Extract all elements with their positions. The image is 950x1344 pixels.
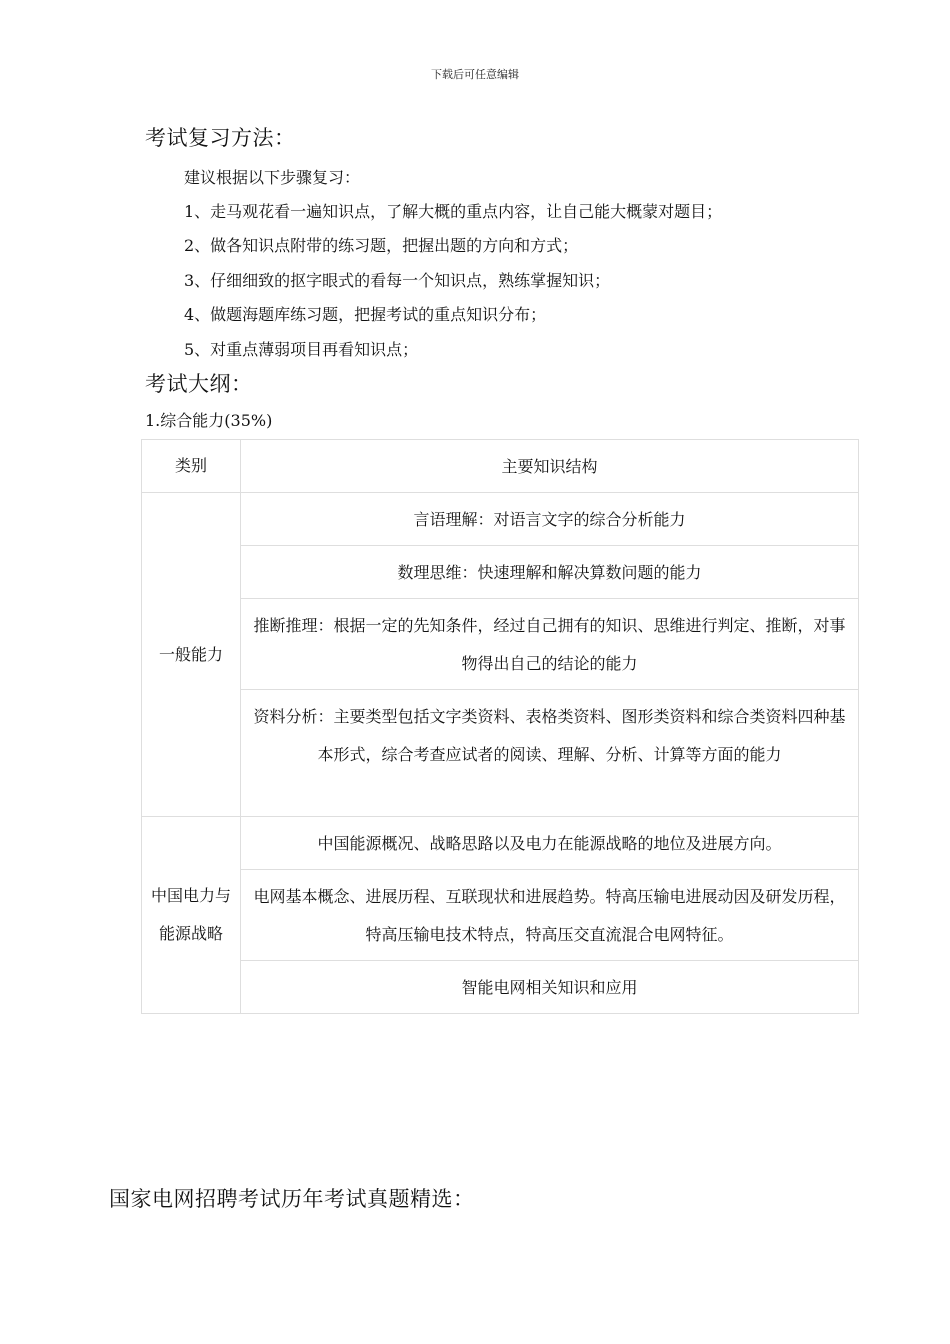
review-step-1: 1、走马观花看一遍知识点，了解大概的重点内容，让自己能大概蒙对题目； (184, 202, 723, 221)
review-step-3: 3、仔细细致的抠字眼式的看每一个知识点，熟练掌握知识； (184, 271, 611, 290)
table-row (142, 961, 859, 1014)
header-category: 类别 (142, 440, 241, 493)
knowledge-item: 推断推理：根据一定的先知条件，经过自己拥有的知识、思维进行判定、推断，对事物得出自己的结论的能力 (241, 599, 859, 690)
table-row (142, 546, 859, 599)
past-exams-title: 国家电网招聘考试历年考试真题精选： (109, 1187, 475, 1211)
review-step-2: 2、做各知识点附带的练习题，把握出题的方向和方式； (184, 236, 579, 255)
page-header: 下载后可任意编辑 (431, 68, 519, 81)
review-step-4: 4、做题海题库练习题，把握考试的重点知识分布； (184, 305, 547, 324)
outline-section: 1.综合能力(35%) (145, 411, 273, 430)
outline-table (141, 439, 859, 1014)
knowledge-item: 智能电网相关知识和应用 (241, 961, 859, 1014)
knowledge-item: 电网基本概念、进展历程、互联现状和进展趋势。特高压输电进展动因及研发历程，特高压输电技术特点，特高压交直流混合电网特征。 (241, 870, 859, 961)
table-row (142, 870, 859, 961)
table-header-row (142, 440, 859, 493)
outline-title: 考试大纲： (145, 372, 253, 396)
table-row (142, 493, 859, 546)
table-row (142, 817, 859, 870)
review-step-5: 5、对重点薄弱项目再看知识点； (184, 340, 419, 359)
table-row (142, 690, 859, 817)
header-knowledge: 主要知识结构 (241, 440, 859, 493)
review-intro: 建议根据以下步骤复习： (184, 168, 361, 187)
category-general-ability: 一般能力 (142, 493, 241, 817)
knowledge-item: 言语理解：对语言文字的综合分析能力 (241, 493, 859, 546)
knowledge-item: 资料分析：主要类型包括文字类资料、表格类资料、图形类资料和综合类资料四种基本形式，综合考查应试者的阅读、理解、分析、计算等方面的能力 (241, 690, 859, 817)
review-title: 考试复习方法： (145, 126, 296, 150)
category-power-energy: 中国电力与能源战略 (142, 817, 241, 1014)
knowledge-item: 中国能源概况、战略思路以及电力在能源战略的地位及进展方向。 (241, 817, 859, 870)
table-row (142, 599, 859, 690)
knowledge-item: 数理思维：快速理解和解决算数问题的能力 (241, 546, 859, 599)
